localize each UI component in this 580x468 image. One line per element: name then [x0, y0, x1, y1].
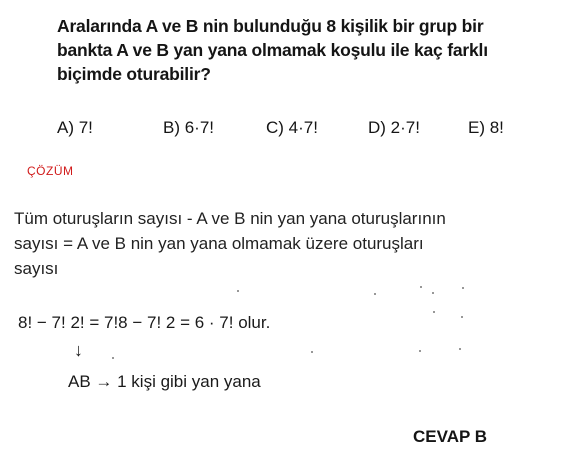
question-line-3: biçimde oturabilir?: [57, 64, 211, 84]
solution-heading: ÇÖZÜM: [27, 164, 74, 178]
ab-note: AB → 1 kişi gibi yan yana: [68, 372, 261, 391]
option-e: E) 8!: [468, 118, 504, 137]
scan-speck: [311, 351, 313, 353]
scan-speck: [459, 348, 461, 350]
option-c: C) 4·7!: [266, 118, 318, 137]
option-b: B) 6·7!: [163, 118, 215, 137]
scan-speck: [374, 293, 376, 295]
solution-line-1: Tüm oturuşların sayısı - A ve B nin yan yana oturuşlarının: [14, 209, 446, 228]
scan-speck: [432, 292, 434, 294]
option-d: D) 2·7!: [368, 118, 420, 137]
scan-speck: [420, 286, 422, 288]
scan-speck: [419, 350, 421, 352]
scan-speck: [462, 287, 464, 289]
question-line-1: Aralarında A ve B nin bulunduğu 8 kişilik bir grup bir: [57, 16, 484, 36]
solution-line-2: sayısı = A ve B nin yan yana olmamak üzere oturuşları: [14, 234, 424, 253]
option-a: A) 7!: [57, 118, 93, 137]
answer-options: [57, 118, 527, 140]
scan-speck: [237, 290, 239, 292]
scan-speck: [112, 357, 114, 359]
solution-text: [14, 206, 534, 281]
question-text: [57, 14, 567, 86]
solution-formula: 8! − 7! 2! = 7!8 − 7! 2 = 6 · 7! olur.: [18, 313, 271, 332]
question-line-2: bankta A ve B yan yana olmamak koşulu ile kaç farklı: [57, 40, 488, 60]
solution-line-3: sayısı: [14, 259, 59, 278]
scan-speck: [461, 316, 463, 318]
scan-speck: [433, 311, 435, 313]
answer-label: CEVAP B: [413, 427, 488, 446]
down-arrow-icon: ↓: [74, 340, 83, 360]
